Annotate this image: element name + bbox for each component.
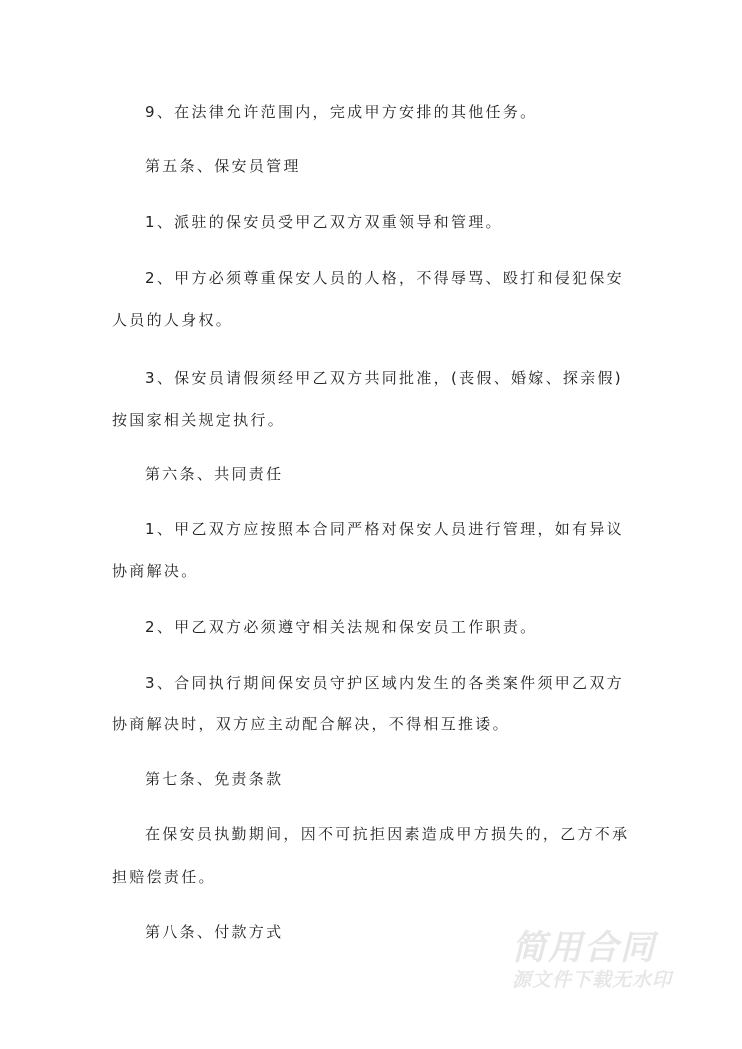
paragraph-line: 1、派驻的保安员受甲乙双方双重领导和管理。 xyxy=(145,213,503,231)
paragraph-line: 第六条、共同责任 xyxy=(145,465,284,483)
paragraph-continuation-line: 担赔偿责任。 xyxy=(112,868,216,886)
paragraph-continuation-line: 协商解决时，双方应主动配合解决，不得相互推诿。 xyxy=(112,715,510,733)
paragraph-line: 3、合同执行期间保安员守护区域内发生的各类案件须甲乙双方 xyxy=(145,674,624,692)
paragraph-line: 1、甲乙双方应按照本合同严格对保安人员进行管理，如有异议 xyxy=(145,520,624,538)
watermark-title: 简用合同 xyxy=(512,928,656,968)
watermark-subtitle: 源文件下载无水印 xyxy=(512,969,673,991)
paragraph-continuation-line: 协商解决。 xyxy=(112,562,199,580)
paragraph-continuation-line: 人员的人身权。 xyxy=(112,311,234,329)
paragraph-line: 2、甲方必须尊重保安人员的人格，不得辱骂、殴打和侵犯保安 xyxy=(145,269,624,287)
paragraph-line: 第八条、付款方式 xyxy=(145,923,284,941)
paragraph-line: 在保安员执勤期间，因不可抗拒因素造成甲方损失的，乙方不承 xyxy=(145,825,630,843)
paragraph-line: 9、在法律允许范围内，完成甲方安排的其他任务。 xyxy=(145,103,538,121)
paragraph-line: 2、甲乙双方必须遵守相关法规和保安员工作职责。 xyxy=(145,618,538,636)
paragraph-line: 第五条、保安员管理 xyxy=(145,157,301,175)
paragraph-line: 第七条、免责条款 xyxy=(145,770,284,788)
paragraph-line: 3、保安员请假须经甲乙双方共同批准，(丧假、婚嫁、探亲假) xyxy=(145,369,623,387)
paragraph-continuation-line: 按国家相关规定执行。 xyxy=(112,411,286,429)
